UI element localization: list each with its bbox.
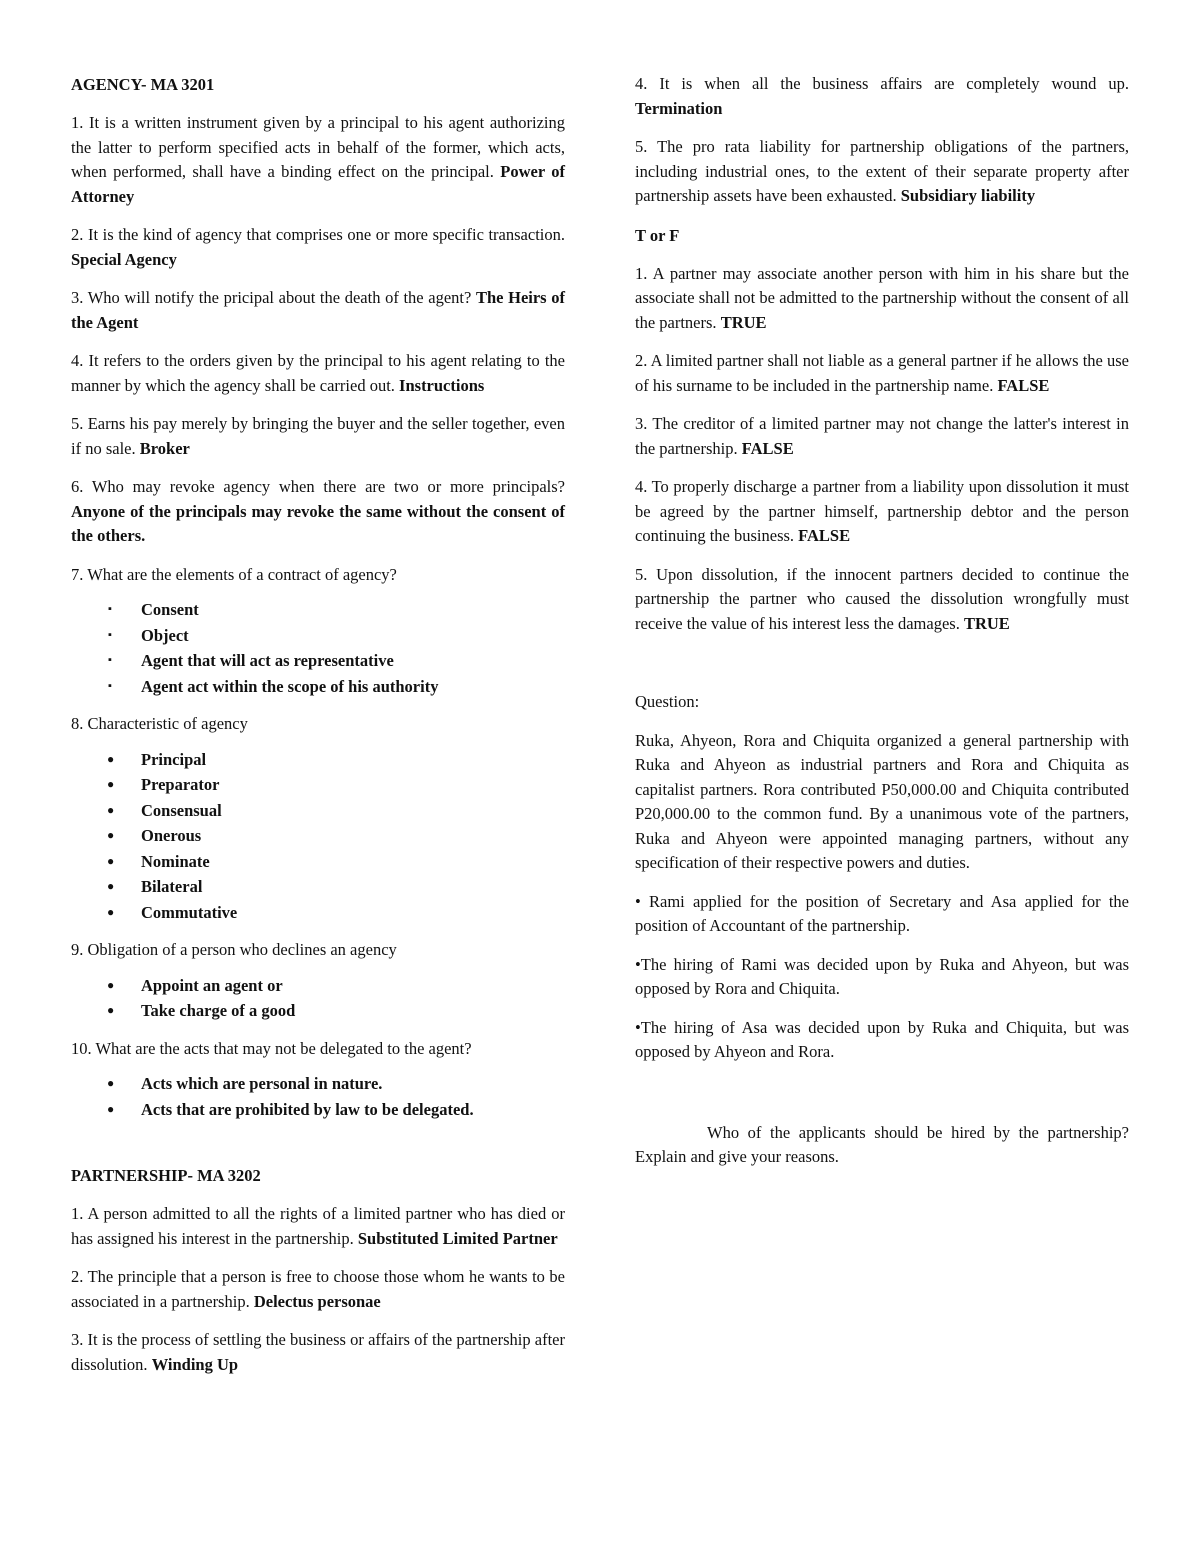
list-item: ▪ Consent [71,597,565,623]
partnership-question-2: 2. The principle that a person is free to choose those whom he wants to be associated in a partnership. Delectus personae [71,1267,565,1311]
question-body: Ruka, Ahyeon, Rora and Chiquita organized a general partnership with Ruka and Ahyeon as industrial partners and Rora and Chiquita as capitalist partners. Rora contributed P50,000.00 and Chiquita contributed P20,000.00 to the common fund. By a unanimous vote of the partners, Ruka and Ahyeon were appointed managing partners, without any specification of their respective powers and duties. [635,730,1129,872]
question-point-3: •The hiring of Asa was decided upon by Ruka and Chiquita, but was opposed by Ahyeon and Rora. [635,1017,1129,1061]
agency-heading: AGENCY- MA 3201 [71,75,215,94]
agency-elements-list [71,597,565,699]
list-item: ● Appoint an agent or [71,973,565,999]
tf-question-5: 5. Upon dissolution, if the innocent partners decided to continue the partnership the partner who caused the dissolution wrongfully must receive the value of his interest less the damages. TRUE [635,564,1129,633]
agency-nondelegable-list [71,1071,565,1122]
agency-question-4: 4. It refers to the orders given by the principal to his agent relating to the manner by which the agency shall be carried out. Instructions [71,351,565,395]
question-ask: Who of the applicants should be hired by the partnership? Explain and give your reasons. [635,1122,1129,1166]
agency-question-3: 3. Who will notify the pricipal about the death of the agent? The Heirs of the Agent [71,288,565,332]
tf-question-4: 4. To properly discharge a partner from a liability upon dissolution it must be agreed by the partner himself, partnership debtor and the person continuing the business. FALSE [635,477,1129,545]
true-false-heading: T or F [635,225,680,245]
tf-answer-5: TRUE [963,613,1010,633]
agency-answer-3: The Heirs of the Agent [71,288,565,332]
question-point-2: •The hiring of Rami was decided upon by Ruka and Ahyeon, but was opposed by Rora and Chiquita. [635,954,1129,998]
list-item: ● Acts which are personal in nature. [71,1071,565,1097]
agency-obligations-list [71,973,565,1024]
partnership-answer-1: Substituted Limited Partner [357,1228,558,1248]
tf-question-1: 1. A partner may associate another person with him in his share but the associate shall not be admitted to the partnership without the consent of all the partners. TRUE [635,263,1129,332]
list-item: ▪ Agent act within the scope of his authority [71,674,565,700]
partnership-answer-5: Subsidiary liability [900,186,1036,205]
agency-question-5: 5. Earns his pay merely by bringing the buyer and the seller together, even if no sale. Broker [71,414,565,458]
partnership-answer-3: Winding Up [151,1354,239,1374]
tf-answer-1: TRUE [720,312,767,332]
partnership-question-3: 3. It is the process of settling the business or affairs of the partnership after dissolution. Winding Up [71,1330,565,1374]
agency-answer-2: Special Agency [71,249,177,269]
list-item: ● Principal [71,747,565,773]
agency-answer-4: Instructions [399,375,485,395]
list-item: ● Commutative [71,900,565,926]
partnership-heading: PARTNERSHIP- MA 3202 [71,1166,261,1185]
agency-question-9: 9. Obligation of a person who declines an agency [71,940,397,959]
list-item: ▪ Object [71,623,565,649]
list-item: ▪ Agent that will act as representative [71,648,565,674]
partnership-question-4: 4. It is when all the business affairs are completely wound up. Termination [635,74,1129,118]
list-item: ● Acts that are prohibited by law to be delegated. [71,1097,565,1123]
agency-question-8: 8. Characteristic of agency [71,714,248,733]
agency-answer-1: Power of Attorney [71,162,565,206]
question-label: Question: [635,692,700,711]
agency-question-2: 2. It is the kind of agency that comprises one or more specific transaction. Special Agency [71,225,565,269]
tf-answer-2: FALSE [997,375,1050,395]
agency-characteristics-list [71,747,565,926]
partnership-answer-4: Termination [635,98,723,118]
tf-answer-4: FALSE [798,526,851,545]
list-item: ● Take charge of a good [71,998,565,1024]
list-item: ● Bilateral [71,874,565,900]
agency-question-7: 7. What are the elements of a contract of agency? [71,564,397,584]
tf-answer-3: FALSE [741,438,794,458]
right-column [635,72,1129,1184]
tf-question-3: 3. The creditor of a limited partner may not change the latter's interest in the partnership. FALSE [635,414,1129,458]
partnership-question-5: 5. The pro rata liability for partnership obligations of the partners, including industrial ones, to the extent of their separate property after partnership assets have been exhausted. Subsidiary liability [635,137,1129,205]
agency-answer-6: Anyone of the principals may revoke the same without the consent of the others. [71,501,565,545]
list-item: ● Onerous [71,823,565,849]
tf-question-2: 2. A limited partner shall not liable as a general partner if he allows the use of his surname to be included in the partnership name. FALSE [635,351,1129,395]
list-item: ● Nominate [71,849,565,875]
list-item: ● Consensual [71,798,565,824]
agency-question-10: 10. What are the acts that may not be delegated to the agent? [71,1038,472,1058]
agency-question-1: 1. It is a written instrument given by a principal to his agent authorizing the latter to perform specified acts in behalf of the former, which acts, when performed, shall have a binding effect on the principal. Power of Attorney [71,113,565,206]
partnership-question-1: 1. A person admitted to all the rights of a limited partner who has died or has assigned his interest in the partnership. Substituted Limited Partner [71,1204,565,1248]
partnership-answer-2: Delectus personae [253,1291,381,1311]
agency-question-6: 6. Who may revoke agency when there are two or more principals? Anyone of the principals may revoke the same without the consent of the others. [71,477,565,545]
agency-answer-5: Broker [139,438,190,458]
list-item: ● Preparator [71,772,565,798]
left-column [71,72,565,1391]
question-point-1: • Rami applied for the position of Secretary and Asa applied for the position of Accountant of the partnership. [635,891,1129,935]
